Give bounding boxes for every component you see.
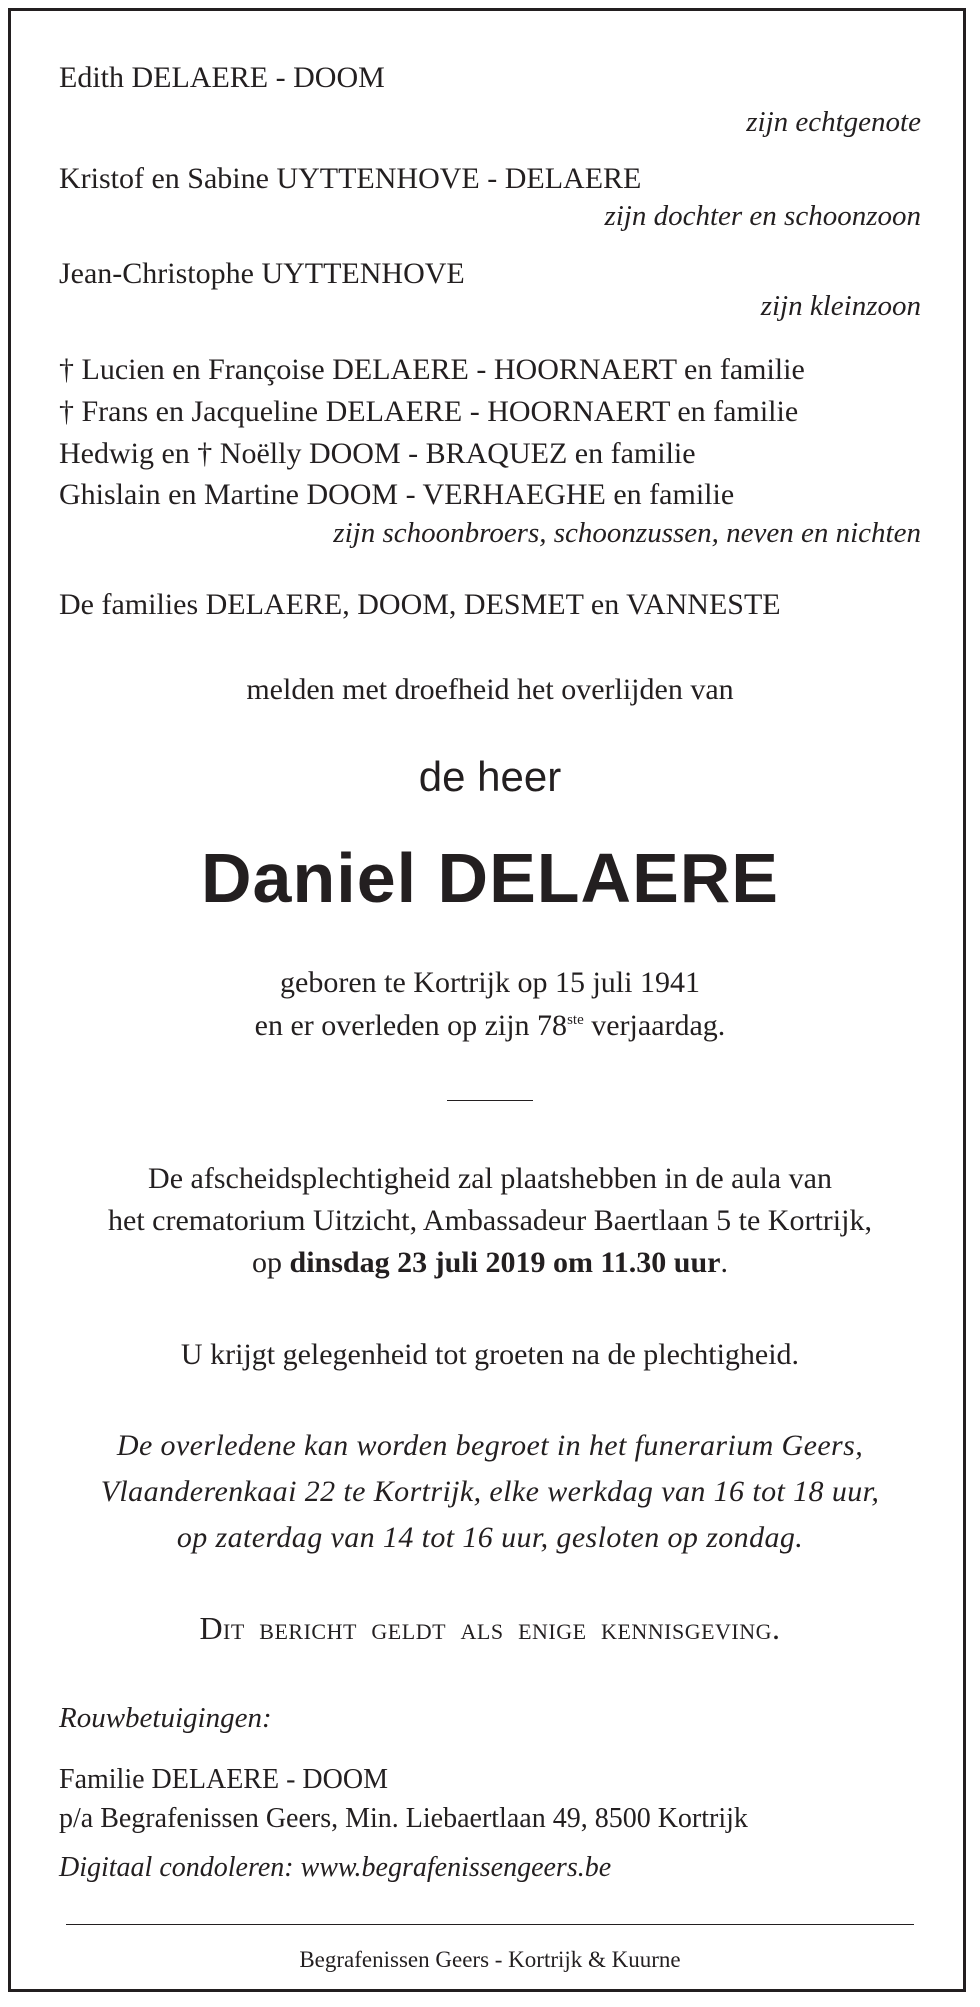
family-line-in-law-3: Hedwig en † Noëlly DOOM - BRAQUEZ en familie xyxy=(59,437,696,470)
announcement-intro: melden met droefheid het overlijden van xyxy=(246,673,734,706)
condolences-family: Familie DELAERE - DOOM xyxy=(59,1764,388,1795)
deceased-name: Daniel DELAERE xyxy=(201,839,779,917)
salutation: de heer xyxy=(418,753,562,800)
family-line-in-law-4: Ghislain en Martine DOOM - VERHAEGHE en familie xyxy=(59,478,735,511)
greeting-line: U krijgt gelegenheid tot groeten na de plechtigheid. xyxy=(180,1338,800,1371)
role-in-laws: zijn schoonbroers, schoonzussen, neven en nichten xyxy=(333,517,921,549)
ceremony-date: dinsdag 23 juli 2019 om 11.30 uur xyxy=(289,1246,721,1279)
family-line-daughter: Kristof en Sabine UYTTENHOVE - DELAERE xyxy=(59,162,642,195)
divider-long xyxy=(66,1924,914,1925)
ceremony-line-2: het crematorium Uitzicht, Ambassadeur Baertlaan 5 te Kortrijk, xyxy=(108,1204,872,1237)
family-line-in-law-2: † Frans en Jacqueline DELAERE - HOORNAERT en familie xyxy=(59,395,799,428)
viewing-line-3: op zaterdag van 14 tot 16 uur, gesloten op zondag. xyxy=(176,1521,804,1554)
condolences-website: Digitaal condoleren: www.begrafenissengeers.be xyxy=(59,1852,612,1883)
viewing-line-2: Vlaanderenkaai 22 te Kortrijk, elke werkdag van 16 tot 18 uur, xyxy=(100,1475,880,1508)
role-daughter: zijn dochter en schoonzoon xyxy=(604,200,921,232)
ceremony-line-3-post: . xyxy=(720,1246,728,1279)
family-line-grandson: Jean-Christophe UYTTENHOVE xyxy=(59,257,465,290)
ceremony-line-1: De afscheidsplechtigheid zal plaatshebben in de aula van xyxy=(148,1162,832,1195)
death-line-text: en er overleden op zijn 78 xyxy=(254,1009,568,1042)
ceremony-line-3 xyxy=(0,1245,980,1281)
role-grandson: zijn kleinzoon xyxy=(760,290,921,322)
role-spouse: zijn echtgenote xyxy=(746,106,921,138)
family-line-families: De families DELAERE, DOOM, DESMET en VANNESTE xyxy=(59,588,781,621)
divider-short xyxy=(447,1100,533,1101)
viewing-line-1: De overledene kan worden begroet in het funerarium Geers, xyxy=(116,1429,864,1462)
death-line xyxy=(0,1008,980,1044)
birth-line: geboren te Kortrijk op 15 juli 1941 xyxy=(280,966,700,999)
notice-line: Dit bericht geldt als enige kennisgeving. xyxy=(199,1610,781,1646)
death-line-end: verjaardag. xyxy=(583,1009,726,1042)
family-line-spouse: Edith DELAERE - DOOM xyxy=(59,61,385,94)
ordinal-suffix: ste xyxy=(567,1012,584,1028)
ceremony-line-3-pre: op xyxy=(252,1246,290,1279)
condolences-address: p/a Begrafenissen Geers, Min. Liebaertlaan 49, 8500 Kortrijk xyxy=(59,1803,748,1834)
condolences-heading: Rouwbetuigingen: xyxy=(59,1702,272,1734)
footer-funeral-home: Begrafenissen Geers - Kortrijk & Kuurne xyxy=(299,1947,681,1972)
family-line-in-law-1: † Lucien en Françoise DELAERE - HOORNAERT en familie xyxy=(59,353,805,386)
